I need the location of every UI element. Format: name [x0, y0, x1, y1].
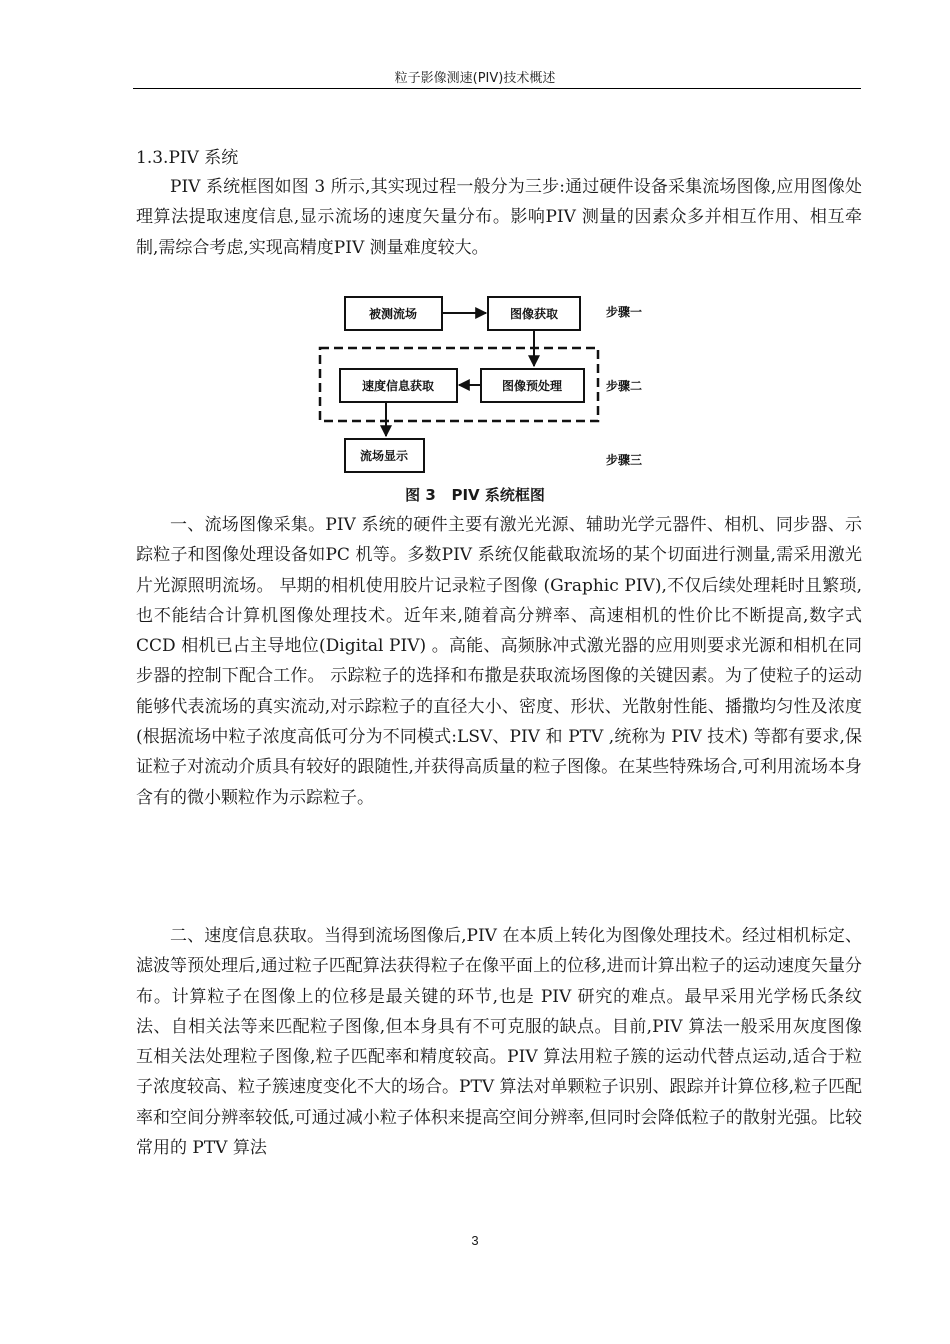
figure-caption-label: 图 3 [405, 486, 436, 504]
step2-label: 步骤二 [606, 379, 643, 393]
step3-label: 步骤三 [606, 453, 643, 467]
section-heading: 1.3.PIV 系统 [136, 148, 239, 168]
step1-label: 步骤一 [606, 305, 643, 319]
page-number: 3 [471, 1233, 479, 1248]
header-rule [133, 88, 861, 89]
intro-paragraph: PIV 系统框图如图 3 所示,其实现过程一般分为三步:通过硬件设备采集流场图像,应用图像处理算法提取速度信息,显示流场的速度矢量分布。影响PIV 测量的因素众多并相互作用、相互牵制,需综合考虑,实现高精度PIV 测量难度较大。 [136, 177, 862, 258]
box-flow-field-label: 被测流场 [368, 307, 418, 321]
step1-paragraph: 一、流场图像采集。PIV 系统的硬件主要有激光光源、辅助光学元器件、相机、同步器、示踪粒子和图像处理设备如PC 机等。多数PIV 系统仅能截取流场的某个切面进行测量,需采用激光片光源照明流场。 早期的相机使用胶片记录粒子图像 (Graphic PIV),不仅后续处理耗时且繁琐,也不能结合计算机图像处理技术。近年来,随着高分辨率、高速相机的性价比不断提高,数字式 CCD 相机已占主导地位(Digital PIV) 。高能、高频脉冲式激光器的应用则要求光源和相机在同步器的控制下配合工作。 示踪粒子的选择和布撒是获取流场图像的关键因素。为了使粒子的运动能够代表流场的真实流动,对示踪粒子的直径大小、密度、形状、光散射性能、播撒均匀性及浓度(根据流场中粒子浓度高低可分为不同模式:LSV、PIV 和 PTV ,统称为 PIV 技术) 等都有要求,保证粒子对流动介质具有较好的跟随性,并获得高质量的粒子图像。在某些特殊场合,可利用流场本身含有的微小颗粒作为示踪粒子。 [136, 515, 862, 808]
box-flow-display-label: 流场显示 [359, 449, 409, 463]
box-image-preprocessing-label: 图像预处理 [501, 379, 563, 393]
box-velocity-extraction-label: 速度信息获取 [361, 379, 435, 393]
piv-system-block-diagram [318, 290, 658, 480]
figure-caption [0, 484, 950, 505]
box-image-acquisition-label: 图像获取 [509, 307, 559, 321]
running-header: 粒子影像测速(PIV)技术概述 [394, 71, 556, 86]
step2-paragraph: 二、速度信息获取。当得到流场图像后,PIV 在本质上转化为图像处理技术。经过相机标定、滤波等预处理后,通过粒子匹配算法获得粒子在像平面上的位移,进而计算出粒子的运动速度矢量分布。计算粒子在图像上的位移是最关键的环节,也是 PIV 研究的难点。最早采用光学杨氏条纹法、自相关法等来匹配粒子图像,但本身具有不可克服的缺点。目前,PIV 算法一般采用灰度图像互相关法处理粒子图像,粒子匹配率和精度较高。PIV 算法用粒子簇的运动代替点运动,适合于粒子浓度较高、粒子簇速度变化不大的场合。PTV 算法对单颗粒子识别、跟踪并计算位移,粒子匹配率和空间分辨率较低,可通过减小粒子体积来提高空间分辨率,但同时会降低粒子的散射光强。比较常用的 PTV 算法 [136, 926, 862, 1159]
figure-caption-text: PIV 系统框图 [451, 486, 545, 504]
